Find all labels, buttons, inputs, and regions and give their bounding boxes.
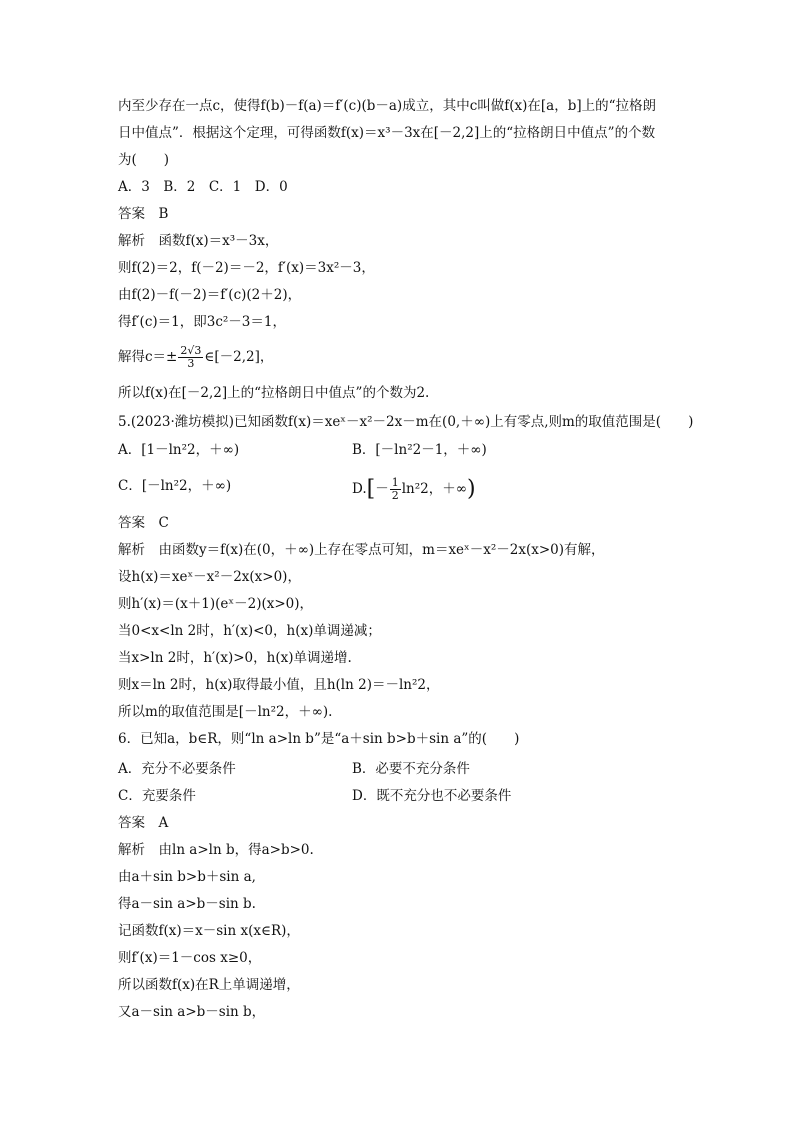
option-d-text: ln²2，＋∞	[401, 481, 467, 497]
question-5-option-c: C．[－ln²2，＋∞)	[118, 478, 232, 494]
solution-line: 得f′(c)＝1，即3c²－3＝1，	[118, 314, 286, 330]
fraction	[390, 477, 401, 502]
option-d-label: D.	[352, 481, 367, 497]
solution-line: 解析 由函数y＝f(x)在(0，＋∞)上存在零点可知，m＝xeˣ－x²－2x(x>0)有解，	[118, 542, 605, 558]
answer-line: 答案 B	[118, 206, 169, 222]
question-5-option-b: B．[－ln²2－1，＋∞)	[352, 442, 487, 458]
question-6-option-a: A．充分不必要条件	[118, 761, 236, 777]
solution-line: 当0<x<ln 2时，h′(x)<0，h(x)单调递减；	[118, 623, 381, 639]
right-paren: )	[467, 476, 476, 502]
text-line: 为( )	[118, 152, 170, 168]
solution-line: 所以函数f(x)在R上单调递增，	[118, 977, 300, 993]
fraction-numerator: 1	[391, 476, 399, 489]
question-6-stem: 6．已知a，b∈R，则“ln a>ln b”是“a＋sin b>b＋sin a”的( )	[118, 731, 520, 747]
solution-line: 所以f(x)在[－2,2]上的“拉格朗日中值点”的个数为2.	[118, 385, 430, 401]
solution-line: 则f′(x)＝1－cos x≥0，	[118, 950, 262, 966]
question-5-stem: 5.(2023·潍坊模拟)已知函数f(x)＝xeˣ－x²－2x－m在(0,＋∞)上有零点,则m的取值范围是( )	[118, 414, 694, 430]
question-6-option-c: C．充要条件	[118, 788, 196, 804]
solution-text: ∈[－2,2]，	[204, 349, 274, 365]
solution-line: 则x＝ln 2时，h(x)取得最小值，且h(ln 2)＝－ln²2，	[118, 677, 440, 693]
question-5-option-a: A．[1－ln²2，＋∞)	[118, 442, 240, 458]
solution-line: 解析 由ln a>ln b，得a>b>0.	[118, 842, 314, 858]
options-line: A．3 B．2 C．1 D．0	[118, 179, 288, 195]
solution-line: 则f(2)＝2，f(－2)＝－2，f′(x)＝3x²－3，	[118, 260, 375, 276]
question-5-option-d: D.[－ $\frac{1}{2}$ ln²2，＋∞)	[352, 476, 476, 502]
solution-line: 当x>ln 2时，h′(x)>0，h(x)单调递增.	[118, 650, 352, 666]
answer-line: 答案 C	[118, 515, 169, 531]
fraction-numerator: 2√3	[180, 344, 202, 357]
solution-line-fraction	[118, 345, 273, 370]
answer-line: 答案 A	[118, 815, 169, 831]
solution-line: 解析 函数f(x)＝x³－3x，	[118, 233, 279, 249]
fraction-denominator: 2	[391, 489, 399, 502]
fraction	[178, 345, 203, 370]
fraction-denominator: 3	[187, 357, 195, 370]
text-line: 内至少存在一点c，使得f(b)－f(a)＝f′(c)(b－a)成立，其中c叫做f(x)在[a，b]上的“拉格朗	[118, 98, 657, 114]
solution-line: 由f(2)－f(－2)＝f′(c)(2＋2)，	[118, 287, 302, 303]
solution-line: 记函数f(x)＝x－sin x(x∈R)，	[118, 923, 300, 939]
text-line: 日中值点”．根据这个定理，可得函数f(x)＝x³－3x在[－2,2]上的“拉格朗日中值点”的个数	[118, 125, 656, 141]
question-6-option-b: B．必要不充分条件	[352, 761, 470, 777]
solution-line: 则h′(x)＝(x＋1)(eˣ－2)(x>0)，	[118, 596, 314, 612]
solution-line: 又a－sin a>b－sin b，	[118, 1004, 266, 1020]
solution-line: 所以m的取值范围是[－ln²2，＋∞).	[118, 704, 333, 720]
solution-text: 解得c＝±	[118, 349, 178, 365]
question-6-option-d: D．既不充分也不必要条件	[352, 788, 512, 804]
solution-line: 由a＋sin b>b＋sin a,	[118, 869, 256, 885]
left-bracket: [	[366, 476, 376, 502]
solution-line: 设h(x)＝xeˣ－x²－2x(x>0)，	[118, 569, 301, 585]
solution-line: 得a－sin a>b－sin b.	[118, 896, 256, 912]
